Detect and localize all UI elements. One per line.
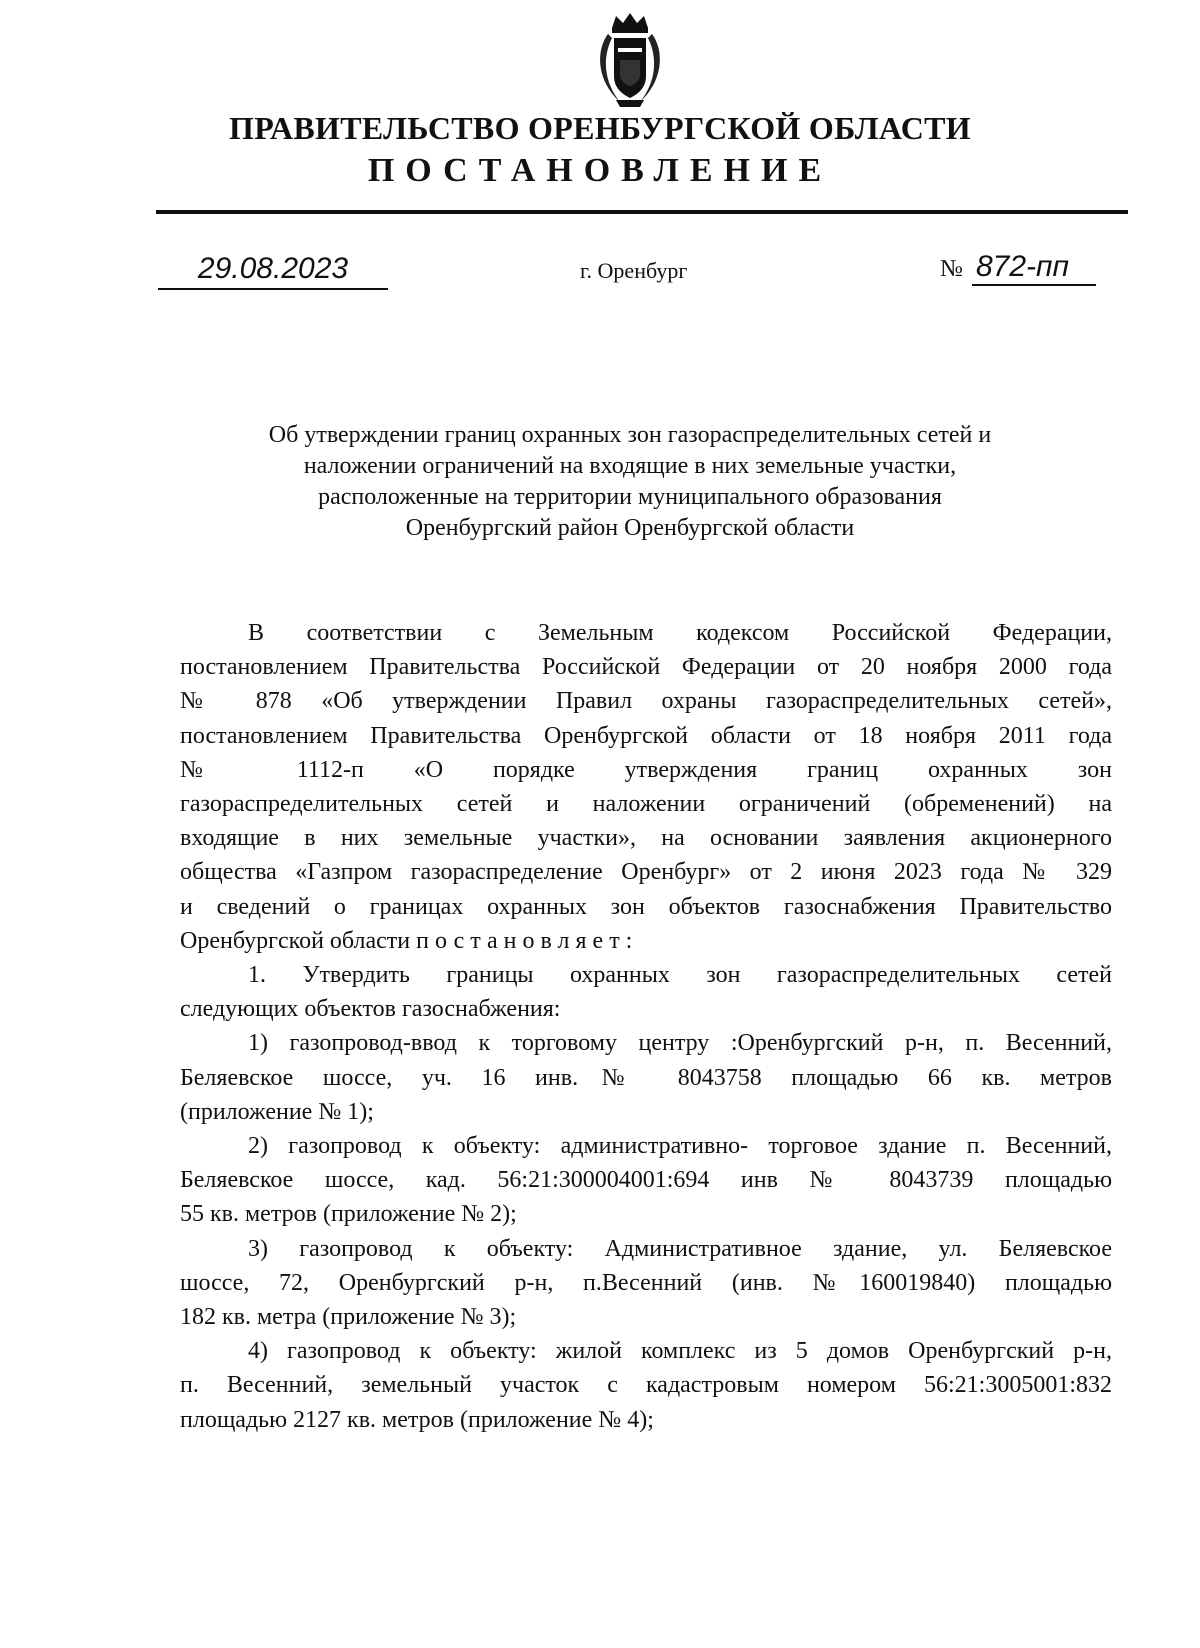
body-line: 55 кв. метров (приложение № 2); [180, 1201, 517, 1228]
body-line: Беляевское шоссе, кад. 56:21:300004001:694 инв № 8043739 площадью [180, 1167, 1112, 1194]
document-body [180, 616, 1112, 1437]
coat-of-arms-icon [590, 10, 670, 110]
document-date: 29.08.2023 [158, 252, 388, 290]
body-line: № 878 «Об утверждении Правил охраны газораспределительных сетей», [180, 688, 1112, 715]
title-line: Об утверждении границ охранных зон газораспределительных сетей и [268, 422, 992, 448]
body-line: входящие в них земельные участки», на основании заявления акционерного [180, 825, 1112, 852]
organization-name: ПРАВИТЕЛЬСТВО ОРЕНБУРГСКОЙ ОБЛАСТИ [229, 110, 971, 146]
body-line: 1. Утвердить границы охранных зон газораспределительных сетей [248, 962, 1112, 989]
body-line: № 1112-п «О порядке утверждения границ охранных зон [180, 756, 1112, 783]
body-line: (приложение № 1); [180, 1098, 374, 1125]
preamble-end: Оренбургской области [180, 927, 411, 954]
body-line: 4) газопровод к объекту: жилой комплекс из 5 домов Оренбургский р-н, [248, 1338, 1112, 1365]
body-line: 3) газопровод к объекту: Административное здание, ул. Беляевское [248, 1235, 1112, 1262]
document-number: 872-пп [972, 250, 1096, 286]
body-line: площадью 2127 кв. метров (приложение № 4); [180, 1406, 654, 1433]
title-line: Оренбургский район Оренбургской области [405, 515, 855, 541]
title-line: наложении ограничений на входящие в них земельные участки, [303, 453, 957, 479]
body-line: п. Весенний, земельный участок с кадастровым номером 56:21:3005001:832 [180, 1372, 1112, 1399]
body-line: постановлением Правительства Российской Федерации от 20 ноября 2000 года [180, 654, 1112, 681]
header-divider [156, 210, 1128, 214]
body-line: Беляевское шоссе, уч. 16 инв.№ 8043758 площадью 66 кв. метров [180, 1064, 1112, 1091]
body-line [180, 924, 1112, 958]
document-title [180, 420, 1080, 544]
body-line: 2) газопровод к объекту: административно- торговое здание п. Весенний, [248, 1133, 1112, 1160]
body-line: шоссе, 72, Оренбургский р-н, п.Весенний (инв. №160019840) площадью [180, 1269, 1112, 1296]
body-line: общества «Газпром газораспределение Оренбург» от 2 июня 2023 года № 329 [180, 859, 1112, 886]
body-line: постановлением Правительства Оренбургской области от 18 ноября 2011 года [180, 722, 1112, 749]
body-line: 182 кв. метра (приложение № 3); [180, 1304, 517, 1331]
body-line: и сведений о границах охранных зон объектов газоснабжения Правительство [180, 893, 1112, 920]
document-city: г. Оренбург [580, 258, 688, 283]
document-type: ПОСТАНОВЛЕНИЕ [367, 152, 833, 189]
title-line: расположенные на территории муниципального образования [318, 484, 942, 510]
body-line: следующих объектов газоснабжения: [180, 996, 561, 1023]
decree-word: постановляет: [416, 927, 639, 954]
body-line: В соответствии с Земельным кодексом Российской Федерации, [248, 620, 1112, 646]
number-sign: № [940, 256, 963, 282]
body-line: 1) газопровод-ввод к торговому центру :Оренбургский р-н, п. Весенний, [248, 1030, 1112, 1057]
body-line: газораспределительных сетей и наложении ограничений (обременений) на [180, 791, 1112, 818]
